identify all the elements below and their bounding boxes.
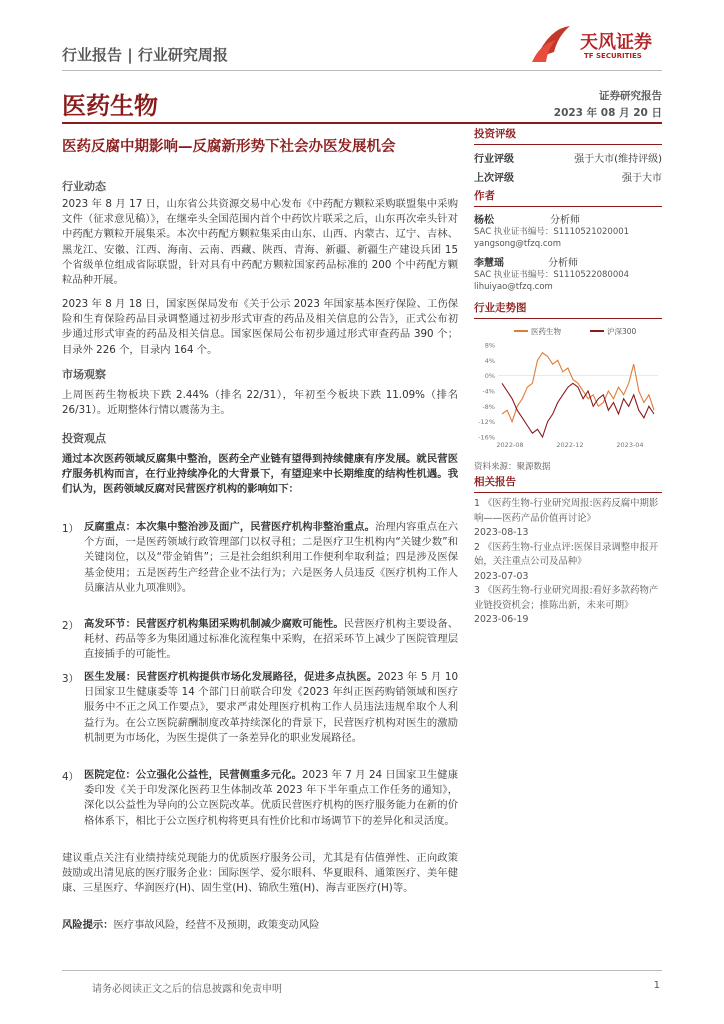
x-tick-label: 2023-04 bbox=[616, 441, 644, 449]
page-number: 1 bbox=[653, 980, 660, 991]
author-role: 分析师 bbox=[548, 258, 578, 269]
related-report-date: 2023-08-13 bbox=[474, 527, 529, 538]
related-report[interactable] bbox=[474, 497, 662, 541]
authors-box bbox=[474, 188, 662, 293]
author-sac: SAC 执业证书编号：S1110521020001 bbox=[474, 227, 630, 237]
related-box bbox=[474, 474, 662, 628]
report-date: 2023 年 08 月 20 日 bbox=[553, 107, 662, 119]
logo-text: 天风证券 bbox=[580, 32, 652, 53]
y-tick-label: 4% bbox=[484, 356, 495, 365]
y-tick-label: 8% bbox=[484, 341, 495, 350]
related-report-title: 3 《医药生物-行业研究周报:看好多款药物产业链投资机会；推陈出新，未来可期》 bbox=[474, 585, 659, 611]
author-email[interactable]: yangsong@tfzq.com bbox=[474, 239, 561, 249]
rating-value: 强于大市(维持评级) bbox=[574, 154, 662, 165]
item-number: 4） bbox=[62, 771, 79, 783]
authors-divider bbox=[474, 206, 662, 207]
company-logo bbox=[530, 22, 670, 66]
list-item bbox=[84, 670, 458, 746]
trend-chart bbox=[474, 319, 662, 455]
doc-type: 行业报告 | 行业研究周报 bbox=[62, 46, 228, 64]
y-tick-label: -8% bbox=[482, 402, 495, 411]
rating-title: 投资评级 bbox=[474, 128, 516, 140]
item-lead: 医生发展：民营医疗机构提供市场化发展路径，促进多点执医。 bbox=[84, 671, 378, 683]
item-lead: 医院定位：公立强化公益性，民营侧重多元化。 bbox=[84, 769, 302, 781]
related-report-date: 2023-06-19 bbox=[474, 614, 529, 625]
paragraph-2: 2023 年 8 月 18 日，国家医保局发布《关于公示 2023 年国家基本医疗保险、工伤保险和生育保险药品目录调整通过初步形式审查的药品及相关信息的公告》，正式公布初步通过形式审查的药品及相关信息。国家医保局公布初步通过形式审查药品 390 个；目录外 226 个，目录内 164 个。 bbox=[62, 298, 458, 356]
author-sac: SAC 执业证书编号：S1110522080004 bbox=[474, 270, 630, 280]
item-body: 2023 年 5 月 10 日国家卫生健康委等 14 个部门日前联合印发《2023 年纠正医药购销领域和医疗服务中不正之风工作要点》，要求严肃处理医疗机构工作人员违法违规牟取个人利益行为。在公立医院薪酬制度改革持续深化的背景下，民营医疗机构对医生的激励机制更为市场化，为医生提供了一条差异化的职业发展路径。 bbox=[84, 671, 459, 744]
y-tick-label: -12% bbox=[478, 418, 495, 427]
author-card bbox=[474, 211, 662, 250]
rating-divider bbox=[474, 144, 662, 145]
prev-rating-label: 上次评级 bbox=[474, 173, 514, 184]
authors-title: 作者 bbox=[474, 190, 495, 202]
section-market: 市场观察 bbox=[62, 368, 106, 381]
item-body: 民营医疗机构主要设备、耗材、药品等多为集团通过标准化流程集中采购，在招采环节上减少了医院管理层直接插手的可能性。 bbox=[84, 618, 459, 661]
x-tick-label: 2022-12 bbox=[556, 441, 584, 449]
rating-label: 行业评级 bbox=[474, 154, 514, 165]
risk-warning bbox=[62, 918, 458, 933]
trend-box bbox=[474, 300, 662, 473]
risk-label: 风险提示： bbox=[62, 919, 114, 931]
x-tick-label: 2022-08 bbox=[496, 441, 524, 449]
paragraph-1: 2023 年 8 月 17 日，山东省公共资源交易中心发布《中药配方颗粒采购联盟集中采购文件（征求意见稿）》，在继牵头全国范围内首个中药饮片联采之后，山东再次牵头针对中药配方颗粒开展集采。本次中药配方颗粒集采由山东、山西、内蒙古、辽宁、吉林、黑龙江、安徽、江西、海南、云南、西藏、陕西、青海、新疆、新疆生产建设兵团 15 个省级单位组成省际联盟，针对具有中药配方颗粒国家药品标准的 200 个中药配方颗粒品种开展。 bbox=[62, 198, 458, 287]
rating-box bbox=[474, 126, 662, 184]
paragraph-5: 建议重点关注有业绩持续兑现能力的优质医疗服务公司，尤其是有估值弹性、正向政策鼓励或出清见底的医疗服务企业：国际医学、爱尔眼科、华夏眼科、通策医疗、美年健康、三星医疗、华润医疗(H)、固生堂(H)、锦欣生殖(H)、海吉亚医疗(H)等。 bbox=[62, 852, 458, 895]
report-type: 证券研究报告 bbox=[599, 90, 662, 102]
disclaimer-link[interactable]: 请务必阅读正文之后的信息披露和免责申明 bbox=[92, 984, 282, 995]
legend-label: 医药生物 bbox=[531, 327, 561, 336]
list-item bbox=[84, 617, 458, 663]
author-email[interactable]: lihuiyao@tfzq.com bbox=[474, 282, 553, 292]
related-report[interactable] bbox=[474, 584, 662, 628]
footer-divider bbox=[62, 970, 662, 971]
author-name: 李慧瑶 bbox=[474, 258, 504, 269]
legend-label: 沪深300 bbox=[607, 327, 637, 336]
title-divider bbox=[62, 122, 662, 124]
author-card bbox=[474, 254, 662, 293]
related-divider bbox=[474, 492, 662, 493]
y-tick-label: 0% bbox=[484, 372, 495, 381]
section-views: 投资观点 bbox=[62, 432, 106, 445]
trend-title: 行业走势图 bbox=[474, 302, 527, 314]
related-report[interactable] bbox=[474, 541, 662, 585]
list-item bbox=[84, 768, 458, 829]
series-line bbox=[502, 383, 654, 437]
related-report-date: 2023-07-03 bbox=[474, 570, 529, 582]
item-number: 2） bbox=[62, 620, 79, 632]
item-body: 治理内容重点在六个方面，一是医药领域行政管理部门以权寻租；二是医疗卫生机构内“关键少数”和关键岗位，以及“带金销售”；三是社会组织利用工作便利牟取利益；四是涉及医保基金使用；五是医药生产经营企业不法行为；六是医务人员违反《医疗机构工作人员廉洁从业九项准则》。 bbox=[84, 521, 459, 594]
logo-subtext: TF SECURITIES bbox=[584, 52, 642, 60]
list-item bbox=[84, 520, 458, 596]
industry-title: 医药生物 bbox=[62, 92, 158, 120]
logo-mark-icon bbox=[530, 22, 576, 66]
related-report-title: 1 《医药生物-行业研究周报:医药反腐中期影响——医药产品价值再讨论》 bbox=[474, 498, 659, 524]
related-report-title: 2 《医药生物-行业点评:医保目录调整申报开始，关注重点公司及品种》 bbox=[474, 541, 659, 567]
author-name: 杨松 bbox=[474, 215, 494, 226]
prev-rating-value: 强于大市 bbox=[622, 173, 662, 184]
section-dynamics: 行业动态 bbox=[62, 180, 106, 193]
y-tick-label: -4% bbox=[482, 387, 495, 396]
header-divider bbox=[62, 70, 662, 71]
chart-source: 资料来源：聚源数据 bbox=[474, 462, 551, 472]
y-tick-label: -16% bbox=[478, 433, 495, 442]
paragraph-4: 通过本次医药领域反腐集中整治，医药全产业链有望得到持续健康有序发展。就民营医疗服务机构而言，在行业持续净化的大背景下，有望迎来中长期维度的结构性机遇。我们认为，医药领域反腐对民营医疗机构的影响如下： bbox=[62, 453, 458, 496]
paragraph-3: 上周医药生物板块下跌 2.44%（排名 22/31），年初至今板块下跌 11.09%（排名 26/31）。近期整体行情以震荡为主。 bbox=[62, 389, 458, 417]
item-number: 3） bbox=[62, 673, 79, 685]
risk-text: 医疗事故风险，经营不及预期，政策变动风险 bbox=[113, 919, 320, 931]
author-role: 分析师 bbox=[550, 215, 580, 226]
report-subtitle: 医药反腐中期影响—反腐新形势下社会办医发展机会 bbox=[62, 139, 396, 155]
item-body: 2023 年 7 月 24 日国家卫生健康委印发《关于印发深化医药卫生体制改革 2023 年下半年重点工作任务的通知》，深化以公益性为导向的公立医院改革。优质民营医疗机构的医疗服务能力在新的价格体系下，相比于公立医疗机构将更具有性价比和市场调节下的差异化和灵活度。 bbox=[84, 769, 458, 827]
item-number: 1） bbox=[62, 523, 79, 535]
related-title: 相关报告 bbox=[474, 476, 516, 488]
item-lead: 反腐重点：本次集中整治涉及面广，民营医疗机构非整治重点。 bbox=[84, 521, 375, 533]
item-lead: 高发环节：民营医疗机构集团采购机制减少腐败可能性。 bbox=[84, 618, 344, 630]
